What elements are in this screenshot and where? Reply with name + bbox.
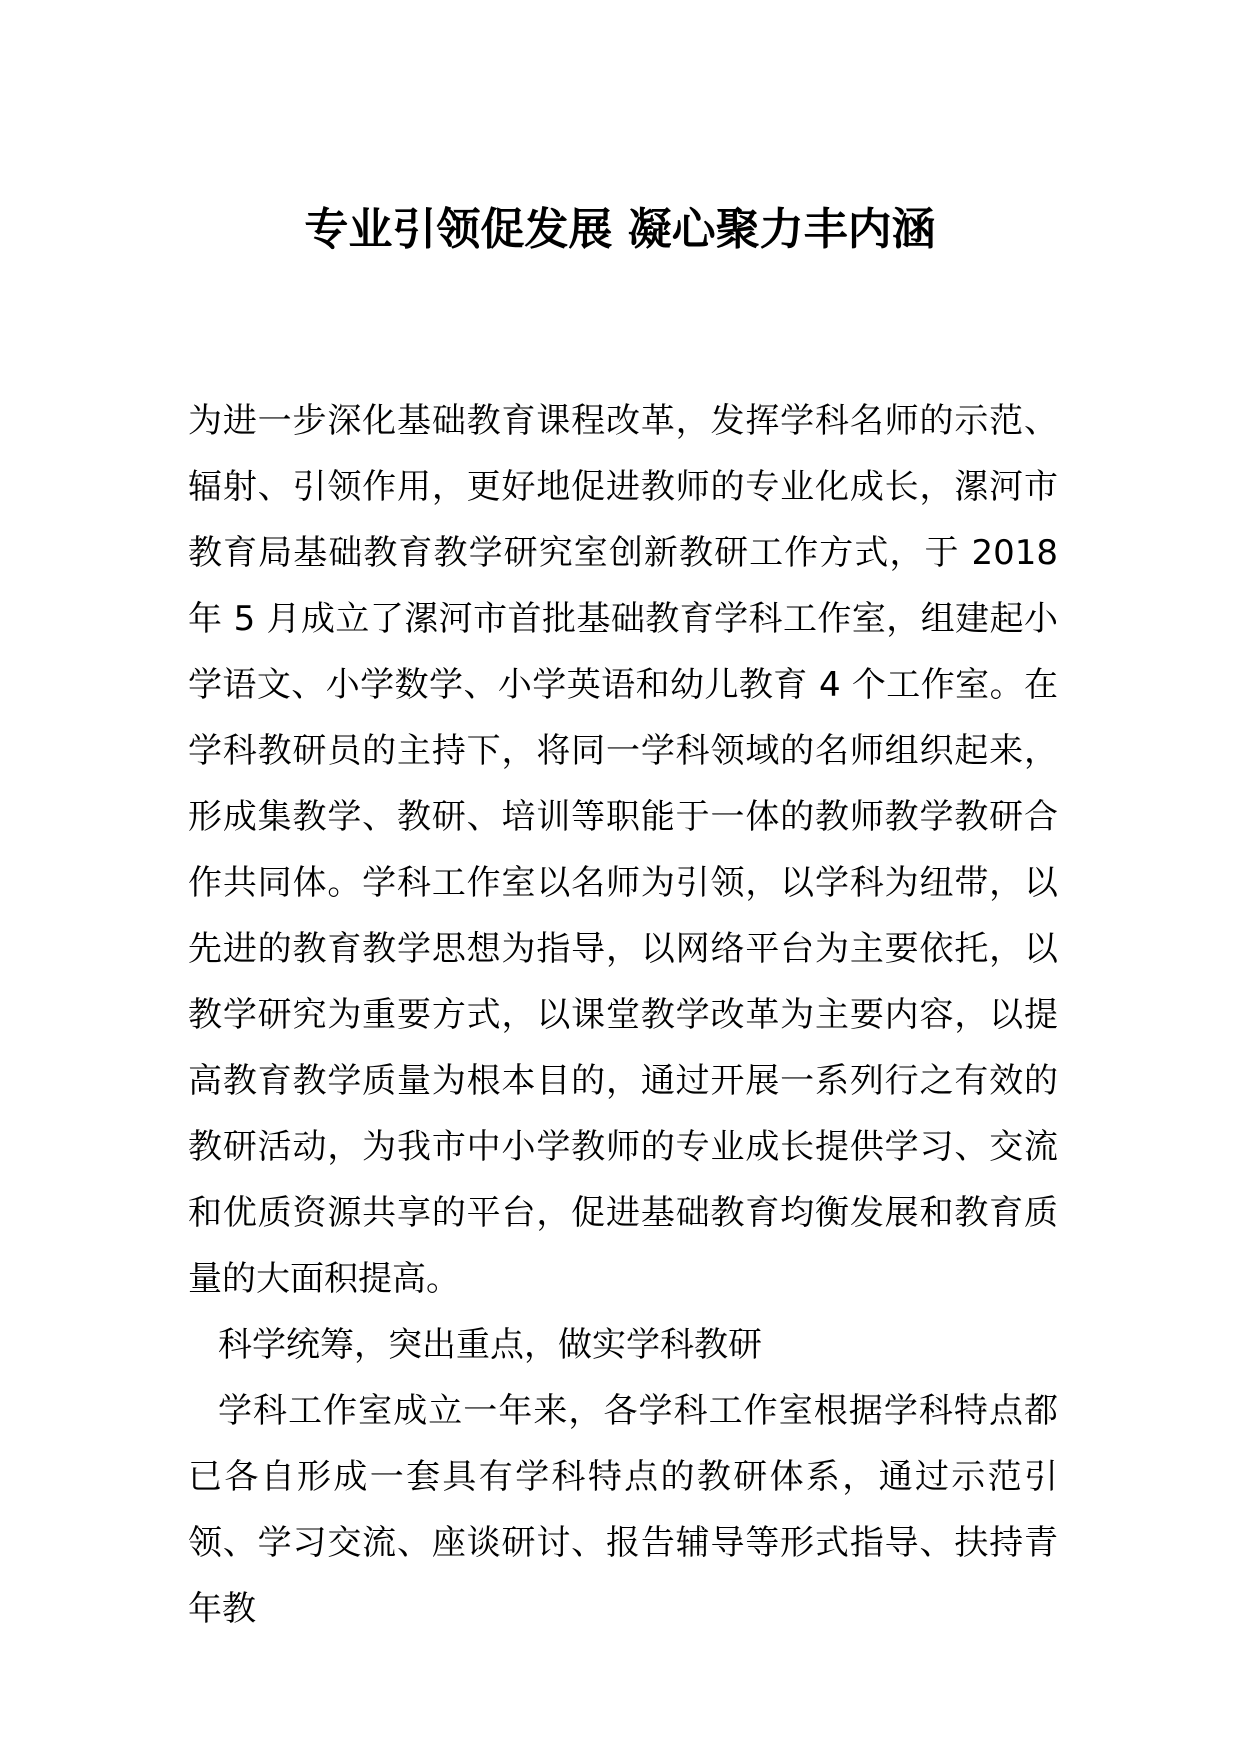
document-title: 专业引领促发展 凝心聚力丰内涵 [304,204,936,255]
section-heading: 科学统筹，突出重点，做实学科教研 [218,1325,762,1365]
body-paragraph-section: 学科工作室成立一年来，各学科工作室根据学科特点都已各自形成一套具有学科特点的教研体系，通过示范引领、学习交流、座谈研讨、报告辅导等形式指导、扶持青年教 [188,1391,1058,1629]
document-body [188,388,1058,1642]
body-paragraph-intro: 为进一步深化基础教育课程改革，发挥学科名师的示范、辐射、引领作用，更好地促进教师的专业化成长，漯河市教育局基础教育教学研究室创新教研工作方式，于 2018 年 5 月成立了漯河市首批基础教育学科工作室，组建起小学语文、小学数学、小学英语和幼儿教育 4 个工作室。在学科教研员的主持下，将同一学科领域的名师组织起来，形成集教学、教研、培训等职能于一体的教师教学教研合作共同体。学科工作室以名师为引领，以学科为纽带，以先进的教育教学思想为指导，以网络平台为主要依托，以教学研究为重要方式，以课堂教学改革为主要内容，以提高教育教学质量为根本目的，通过开展一系列行之有效的教研活动，为我市中小学教师的专业成长提供学习、交流和优质资源共享的平台，促进基础教育均衡发展和教育质量的大面积提高。 [188,401,1058,1299]
